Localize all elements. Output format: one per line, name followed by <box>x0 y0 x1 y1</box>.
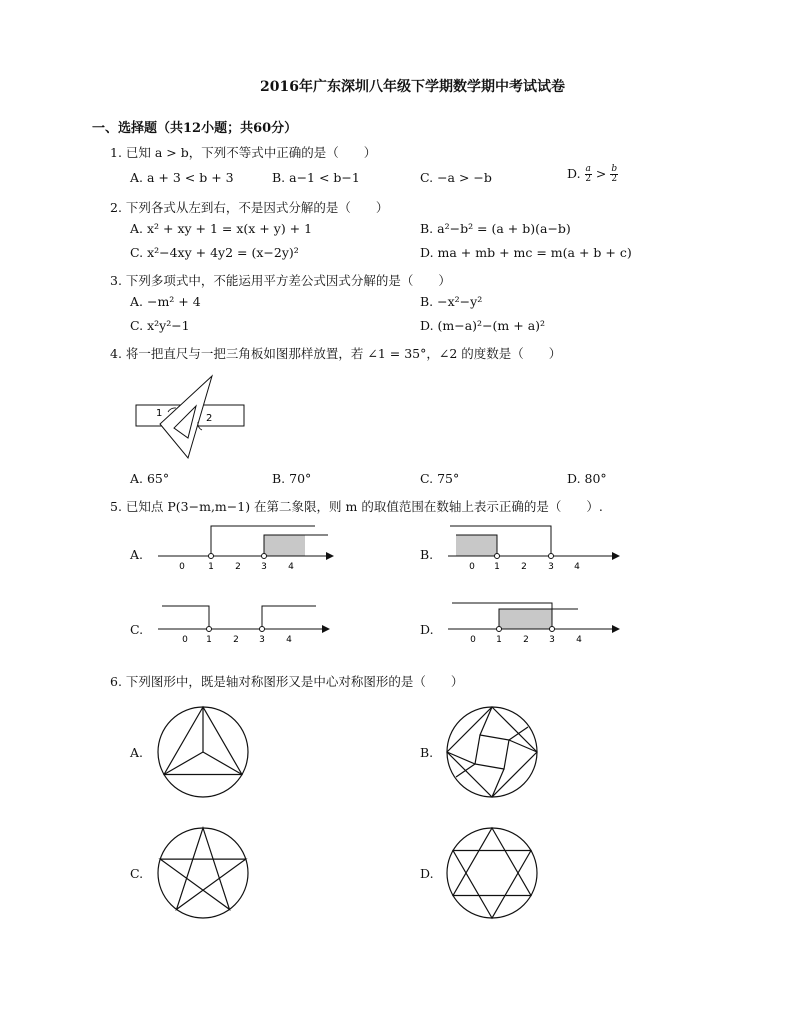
circle-squares-figure <box>442 702 542 802</box>
circle-hexagram-figure <box>442 823 542 923</box>
tick-label: 4 <box>574 562 580 572</box>
inner-square-shape <box>475 735 509 769</box>
q2-option-b[interactable]: B. a²−b² = (a + b)(a−b) <box>420 221 571 236</box>
tick-label: 1 <box>208 562 214 572</box>
tick-label: 0 <box>182 635 188 645</box>
q4-option-d[interactable]: D. 80° <box>567 471 607 486</box>
fraction <box>610 165 618 184</box>
triangle-up-shape <box>453 828 531 896</box>
open-dot <box>209 554 214 559</box>
segment <box>509 740 537 752</box>
q5-option-c[interactable]: C. <box>130 622 144 637</box>
tick-label: 4 <box>286 635 292 645</box>
fraction <box>585 165 592 184</box>
q5-option-d[interactable]: D. <box>420 622 434 637</box>
q2-option-a[interactable]: A. x² + xy + 1 = x(x + y) + 1 <box>130 221 313 236</box>
q6-option-b[interactable]: B. <box>420 745 434 760</box>
shaded-region <box>499 609 552 629</box>
tick-label: 3 <box>259 635 265 645</box>
circle-shape <box>447 828 537 918</box>
q4-option-a[interactable]: A. 65° <box>130 471 170 486</box>
circle-triangle-figure <box>153 702 253 802</box>
range-bracket <box>262 606 316 629</box>
q1-option-d[interactable] <box>567 165 618 184</box>
tick-label: 1 <box>494 562 500 572</box>
open-dot <box>207 627 212 632</box>
q3-option-c[interactable]: C. x²y²−1 <box>130 318 190 333</box>
segment <box>492 769 504 797</box>
range-bracket <box>162 606 209 629</box>
circle-pentagram-figure <box>153 823 253 923</box>
tick-label: 2 <box>235 562 241 572</box>
fraction-denominator: 2 <box>611 174 618 184</box>
circle-shape <box>158 828 248 918</box>
numberline-a <box>150 522 340 572</box>
q3-option-b[interactable]: B. −x²−y² <box>420 294 483 309</box>
q3-option-d[interactable]: D. (m−a)²−(m + a)² <box>420 318 546 333</box>
q5-stem: 5. 已知点 P(3−m,m−1) 在第二象限，则 m 的取值范围在数轴上表示正确的是（ ）. <box>110 499 603 514</box>
q6-option-d[interactable]: D. <box>420 866 434 881</box>
segment <box>480 707 492 735</box>
tick-label: 2 <box>521 562 527 572</box>
q1-option-b[interactable]: B. a−1 < b−1 <box>272 170 360 185</box>
tick-label: 1 <box>206 635 212 645</box>
segment <box>447 752 475 764</box>
numberline-b <box>440 522 630 572</box>
tick-label: 3 <box>549 635 555 645</box>
open-dot <box>495 554 500 559</box>
shaded-region <box>264 535 305 556</box>
tick-label: 2 <box>233 635 239 645</box>
arrow-head-icon <box>326 552 334 560</box>
q2-option-d[interactable]: D. ma + mb + mc = m(a + b + c) <box>420 245 632 260</box>
section-heading: 一、选择题（共12小题；共60分） <box>92 121 298 136</box>
q2-stem: 2. 下列各式从左到右，不是因式分解的是（ ） <box>110 200 389 215</box>
segment <box>509 727 528 740</box>
q4-option-c[interactable]: C. 75° <box>420 471 460 486</box>
fraction-numerator: b <box>611 164 618 174</box>
gt-sign: > <box>595 166 607 181</box>
arrow-head-icon <box>612 625 620 633</box>
q1-option-a[interactable]: A. a + 3 < b + 3 <box>130 170 234 185</box>
ruler-triangle-figure <box>130 372 250 462</box>
q4-option-b[interactable]: B. 70° <box>272 471 312 486</box>
q2-option-c[interactable]: C. x²−4xy + 4y2 = (x−2y)² <box>130 245 299 260</box>
q1-option-c[interactable]: C. −a > −b <box>420 170 492 185</box>
arrow-head-icon <box>322 625 330 633</box>
tick-label: 4 <box>288 562 294 572</box>
tick-label: 4 <box>576 635 582 645</box>
triangle-down-shape <box>453 851 531 919</box>
tick-label: 0 <box>470 635 476 645</box>
open-dot <box>260 627 265 632</box>
tick-label: 2 <box>523 635 529 645</box>
open-dot <box>550 627 555 632</box>
q6-option-a[interactable]: A. <box>130 745 144 760</box>
fraction-numerator: a <box>585 164 591 174</box>
tick-label: 1 <box>496 635 502 645</box>
arrow-head-icon <box>612 552 620 560</box>
q5-option-b[interactable]: B. <box>420 547 434 562</box>
q1-stem: 1. 已知 a > b，下列不等式中正确的是（ ） <box>110 145 377 160</box>
triangle-outer-shape <box>160 376 212 458</box>
open-dot <box>262 554 267 559</box>
q4-stem: 4. 将一把直尺与一把三角板如图那样放置，若 ∠1 = 35°，∠2 的度数是（ ） <box>110 346 562 361</box>
numberline-c <box>150 598 340 648</box>
tick-label: 3 <box>261 562 267 572</box>
tick-label: 3 <box>548 562 554 572</box>
fraction-denominator: 2 <box>585 174 592 184</box>
angle2-label: 2 <box>206 413 213 424</box>
page-title: 2016年广东深圳八年级下学期数学期中考试试卷 <box>260 79 565 95</box>
segment <box>456 764 475 777</box>
shaded-region <box>456 535 497 556</box>
angle1-label: 1 <box>156 408 163 419</box>
open-dot <box>497 627 502 632</box>
open-dot <box>549 554 554 559</box>
q6-stem: 6. 下列图形中，既是轴对称图形又是中心对称图形的是（ ） <box>110 674 464 689</box>
numberline-d <box>440 598 630 648</box>
q3-option-a[interactable]: A. −m² + 4 <box>130 294 201 309</box>
tick-label: 0 <box>179 562 185 572</box>
q5-option-a[interactable]: A. <box>130 547 144 562</box>
q3-stem: 3. 下列多项式中，不能运用平方差公式因式分解的是（ ） <box>110 273 451 288</box>
tick-label: 0 <box>469 562 475 572</box>
q6-option-c[interactable]: C. <box>130 866 144 881</box>
q1-option-d-prefix: D. <box>567 166 581 181</box>
circle-shape <box>447 707 537 797</box>
